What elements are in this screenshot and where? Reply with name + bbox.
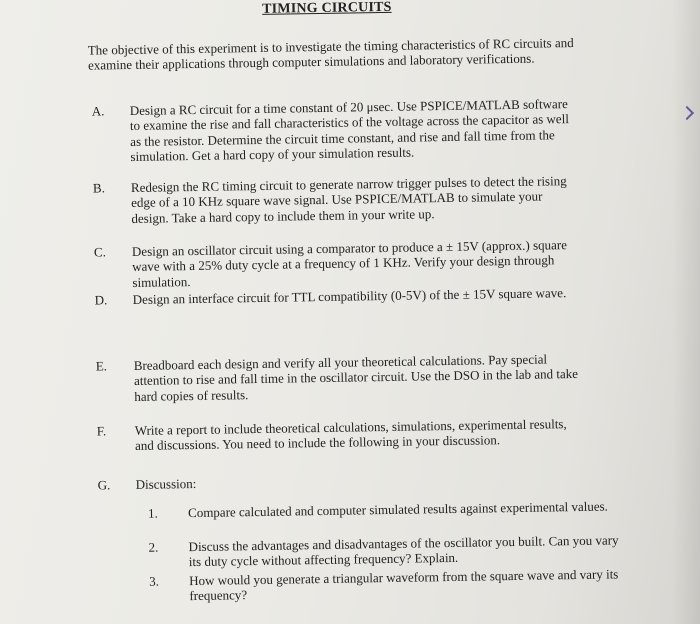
item-f bbox=[7, 414, 700, 454]
item-a bbox=[2, 94, 700, 165]
item-letter: A. bbox=[91, 103, 105, 119]
item-text: Breadboard each design and verify all your theoretical calculations. Pay special attention to rise and fall time in the oscillator circuit. Use the DSO in the lab and take hard copies of results. bbox=[133, 351, 579, 404]
item-g bbox=[8, 468, 700, 493]
discussion-number: 3. bbox=[149, 573, 160, 589]
item-e bbox=[6, 349, 700, 404]
item-text: Discussion: bbox=[135, 475, 197, 492]
item-letter: F. bbox=[96, 423, 107, 439]
item-letter: D. bbox=[94, 292, 108, 308]
item-letter: E. bbox=[95, 358, 108, 374]
page-shadow bbox=[672, 0, 700, 624]
item-b bbox=[3, 171, 700, 226]
item-c bbox=[4, 235, 700, 290]
item-text: Design a RC circuit for a time constant of 20 μsec. Use PSPICE/MATLAB software to examine the rise and fall characteristics of the voltage across the capacitor as well as the resistor. Determine the circuit time constant, and rise and fall time from the simulation. Get a hard copy of your simulation results. bbox=[129, 96, 569, 165]
item-text: Write a report to include theoretical calculations, simulations, experimental results, and discussions. You need to include the following in your discussion. bbox=[134, 416, 567, 454]
item-text: Design an interface circuit for TTL compatibility (0-5V) of the ± 15V square wave. bbox=[132, 285, 567, 307]
item-text: Redesign the RC timing circuit to generate narrow trigger pulses to detect the rising edge of a 10 KHz square wave signal. Use PSPICE/MATLAB to simulate your design. Take a hard copy to include them in your write up. bbox=[130, 173, 567, 226]
discussion-text: Compare calculated and computer simulated results against experimental values. bbox=[187, 498, 608, 521]
discussion-text: How would you generate a triangular waveform from the square wave and vary its frequency? bbox=[189, 566, 619, 604]
discussion-number: 1. bbox=[147, 505, 158, 521]
page-title: TIMING CIRCUITS bbox=[262, 0, 392, 17]
discussion-text: Discuss the advantages and disadvantages of the oscillator you built. Can you vary its duty cycle without affecting frequency? Explain. bbox=[188, 532, 619, 570]
item-letter: G. bbox=[97, 477, 111, 493]
discussion-number: 2. bbox=[148, 539, 159, 555]
item-text: Design an oscillator circuit using a comparator to produce a ± 15V (approx.) square wave with a 25% duty cycle at a frequency of 1 KHz. Verify your design through simulation. bbox=[131, 237, 568, 290]
discussion-item-1 bbox=[8, 497, 700, 521]
discussion-item-2 bbox=[9, 531, 700, 570]
item-letter: B. bbox=[92, 180, 106, 196]
item-letter: C. bbox=[93, 244, 107, 260]
intro-paragraph: The objective of this experiment is to investigate the timing characteristics of RC circuits and examine their applications through computer simulations and laboratory verifications. bbox=[87, 34, 574, 74]
